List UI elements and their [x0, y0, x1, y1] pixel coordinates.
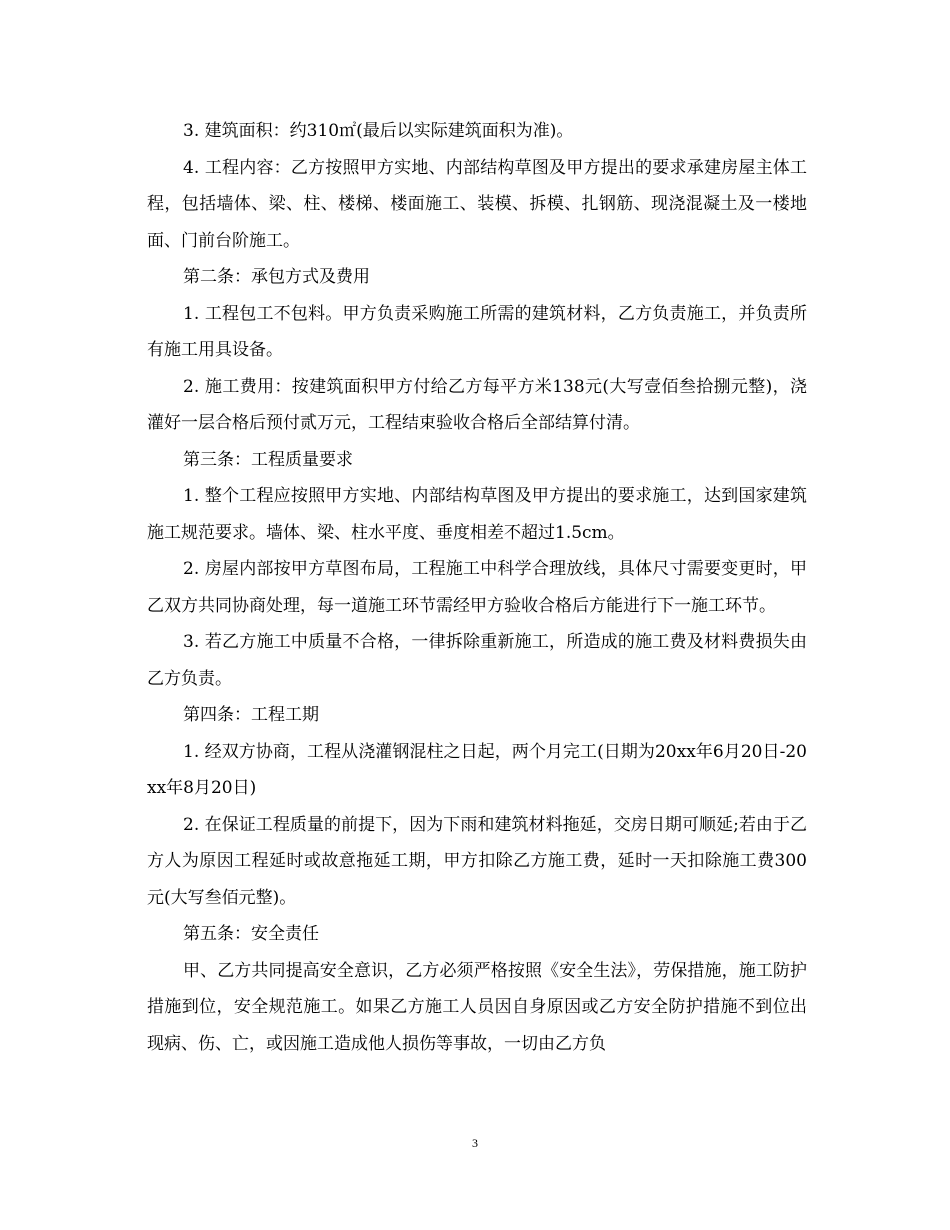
paragraph-rework: 3. 若乙方施工中质量不合格，一律拆除重新施工，所造成的施工费及材料费损失由乙方负责。 — [147, 632, 807, 689]
paragraph-area: 3. 建筑面积：约310㎡(最后以实际建筑面积为准)。 — [183, 121, 574, 141]
paragraph-safety: 甲、乙方共同提高安全意识，乙方必须严格按照《安全生法》，劳保措施，施工防护措施到位，安全规范施工。如果乙方施工人员因自身原因或乙方安全防护措施不到位出现病、伤、亡，或因施工造成他人损伤等事故，一切由乙方负 — [147, 960, 807, 1054]
paragraph-contract-mode: 1. 工程包工不包料。甲方负责采购施工所需的建筑材料，乙方负责施工，并负责所有施工用具设备。 — [147, 303, 807, 360]
section-heading-3: 第三条：工程质量要求 — [183, 449, 353, 470]
paragraph-fees: 2. 施工费用：按建筑面积甲方付给乙方每平方米138元(大写壹佰叁拾捌元整)，浇灌好一层合格后预付贰万元，工程结束验收合格后全部结算付清。 — [147, 376, 807, 433]
paragraph-layout: 2. 房屋内部按甲方草图布局，工程施工中科学合理放线，具体尺寸需要变更时，甲乙双方共同协商处理，每一道施工环节需经甲方验收合格后方能进行下一施工环节。 — [147, 559, 807, 616]
paragraph-quality-standard: 1. 整个工程应按照甲方实地、内部结构草图及甲方提出的要求施工，达到国家建筑施工规范要求。墙体、梁、柱水平度、垂度相差不超过1.5cm。 — [147, 486, 807, 543]
section-heading-4: 第四条：工程工期 — [183, 705, 319, 725]
page-number: 3 — [472, 1136, 478, 1150]
section-heading-2: 第二条：承包方式及费用 — [183, 267, 370, 287]
section-heading-5: 第五条：安全责任 — [183, 924, 319, 944]
paragraph-delay: 2. 在保证工程质量的前提下，因为下雨和建筑材料拖延，交房日期可顺延;若由于乙方人为原因工程延时或故意拖延工期，甲方扣除乙方施工费，延时一天扣除施工费300元(大写叁佰元整)。 — [147, 814, 807, 908]
document-body — [147, 113, 807, 1062]
paragraph-scope: 4. 工程内容：乙方按照甲方实地、内部结构草图及甲方提出的要求承建房屋主体工程，包括墙体、梁、柱、楼梯、楼面施工、装模、拆模、扎钢筋、现浇混凝土及一楼地面、门前台阶施工。 — [147, 157, 807, 251]
paragraph-schedule: 1. 经双方协商，工程从浇灌钢混柱之日起，两个月完工(日期为20xx年6月20日-20xx年8月20日) — [147, 741, 807, 798]
